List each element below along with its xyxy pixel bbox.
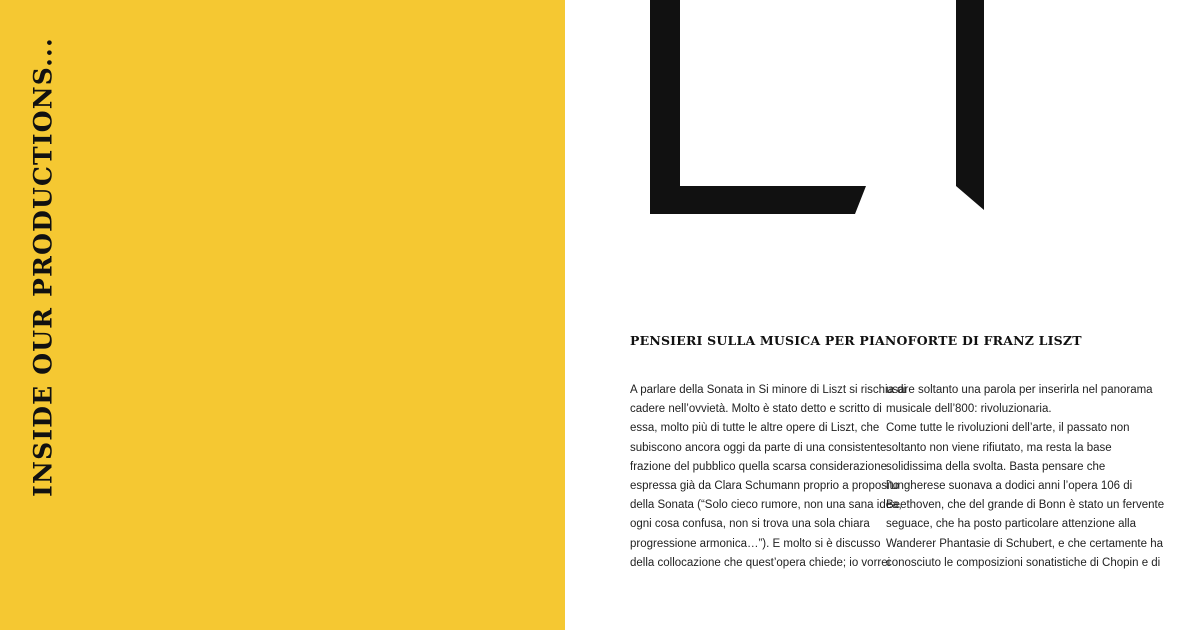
article-text-line: subiscono ancora oggi da parte di una consistente [630, 441, 887, 454]
article-text-line: solidissima della svolta. Basta pensare che [886, 460, 1106, 473]
article-text-line: ogni cosa confusa, non si trova una sola chiara [630, 518, 870, 531]
article-text-line: Wanderer Phantasie di Schubert, e che certamente ha [886, 537, 1164, 550]
article-text-line: seguace, che ha posto particolare attenzione alla [886, 518, 1136, 531]
article-text-line: conosciuto le composizioni sonatistiche di Chopin e di [886, 556, 1161, 569]
article-text-line: Come tutte le rivoluzioni dell’arte, il passato non [886, 422, 1130, 435]
article-text-line: progressione armonica…”). E molto si è discusso [630, 537, 881, 550]
bracket-frame-logo-icon [650, 0, 990, 220]
yellow-sidebar-panel [0, 0, 565, 630]
article-left-column [630, 381, 907, 573]
article-text-line: Beethoven, che del grande di Bonn è stato un fervente [886, 499, 1165, 512]
article-text-line: A parlare della Sonata in Si minore di Liszt si rischia di [630, 384, 907, 396]
article-text-line: della Sonata (“Solo cieco rumore, non una sana idea, [630, 499, 902, 512]
article-text-line: cadere nell’ovvietà. Molto è stato detto e scritto di [630, 403, 882, 416]
article-text-line: musicale dell’800: rivoluzionaria. [886, 403, 1052, 416]
article-text-line: usare soltanto una parola per inserirla nel panorama [886, 384, 1153, 396]
article-text-line: soltanto non viene rifiutato, ma resta la base [886, 441, 1112, 454]
article-text-line: l’ungherese suonava a dodici anni l’opera 106 di [886, 480, 1133, 493]
article-headline: PENSIERI SULLA MUSICA PER PIANOFORTE DI FRANZ LISZT [630, 333, 1082, 348]
article-text-line: frazione del pubblico quella scarsa considerazione [630, 460, 887, 473]
vertical-section-title: INSIDE OUR PRODUCTIONS... [28, 37, 58, 497]
article-text-line: della collocazione che quest’opera chiede; io vorrei [630, 556, 891, 569]
article-text-line: espressa già da Clara Schumann proprio a proposito [630, 480, 900, 493]
article-right-column [886, 381, 1165, 573]
article-text-line: essa, molto più di tutte le altre opere di Liszt, che [630, 422, 880, 435]
